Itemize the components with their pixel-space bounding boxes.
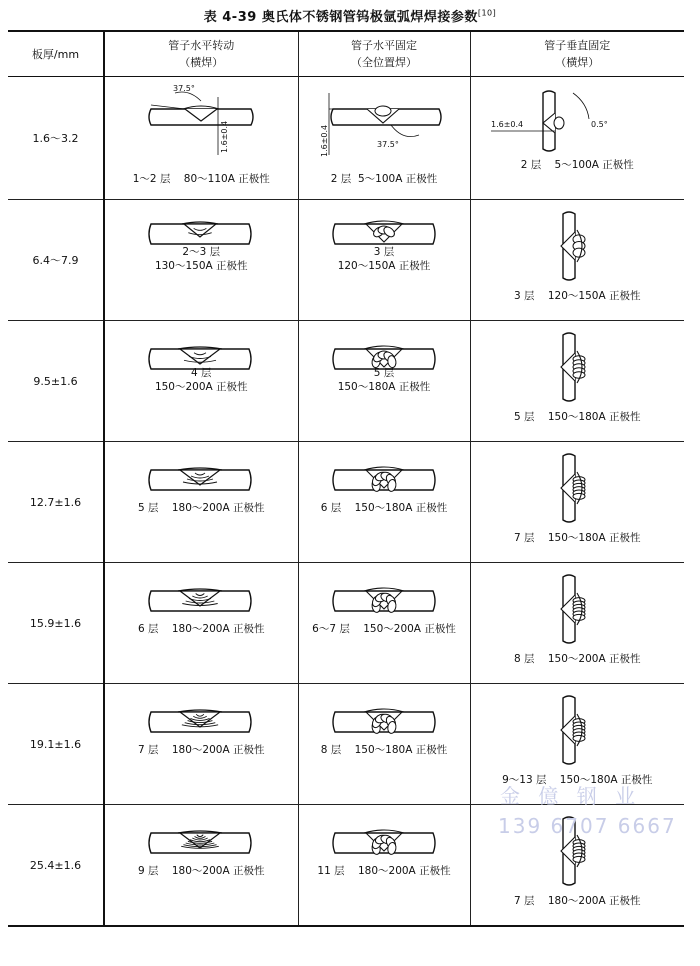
horizontal-fixed-cell bbox=[298, 563, 470, 684]
param-text: 3 层 120～150A 正极性 bbox=[514, 290, 641, 302]
horizontal-fixed-cell bbox=[298, 321, 470, 442]
fixed-pipe-weld-diagram bbox=[329, 583, 439, 621]
horizontal-rotating-cell bbox=[104, 200, 298, 321]
fixed-pipe-weld-diagram bbox=[329, 462, 439, 500]
param-text: 130～150A 正极性 bbox=[154, 260, 248, 272]
horizontal-rotating-cell bbox=[104, 684, 298, 805]
horizontal-rotating-cell bbox=[104, 805, 298, 927]
horizontal-rotating-cell bbox=[104, 563, 298, 684]
param-text: 7 层 180～200A 正极性 bbox=[138, 744, 265, 756]
param-text: 150～180A 正极性 bbox=[337, 381, 431, 393]
horizontal-pipe-weld-diagram bbox=[145, 827, 255, 863]
root-pass-diagram bbox=[145, 85, 265, 155]
thickness-cell: 6.4～7.9 bbox=[8, 200, 104, 321]
param-text: 1～2 层 80～110A 正极性 bbox=[132, 173, 270, 185]
param-text: 120～150A 正极性 bbox=[337, 260, 431, 272]
horizontal-rotating-cell bbox=[104, 442, 298, 563]
watermark-company: 金 億 钢 业 bbox=[500, 784, 642, 808]
table-title: 表 4-39 奥氏体不锈钢管钨极氩弧焊焊接参数[10] bbox=[203, 8, 497, 25]
dimension-label: 37.5° bbox=[173, 85, 195, 93]
thickness-cell: 1.6～3.2 bbox=[8, 77, 104, 200]
param-text: 7 层 150～180A 正极性 bbox=[514, 532, 641, 544]
vertical-pipe-weld-diagram bbox=[553, 452, 603, 524]
dimension-label: 1.6±0.4 bbox=[319, 124, 329, 157]
header-row bbox=[8, 31, 684, 77]
header-thickness: 板厚/mm bbox=[8, 31, 104, 77]
dimension-label: 0.5° bbox=[590, 120, 608, 129]
vertical-fixed-cell bbox=[470, 200, 684, 321]
param-text: 8 层 150～180A 正极性 bbox=[320, 744, 448, 756]
layer-count: 4 层 bbox=[190, 367, 212, 379]
horizontal-fixed-cell bbox=[298, 77, 470, 200]
vertical-pipe-weld-diagram bbox=[553, 210, 603, 282]
table-row bbox=[8, 321, 684, 442]
vertical-pipe-weld-diagram bbox=[553, 694, 603, 766]
dimension-label: 1.6±0.4 bbox=[220, 120, 229, 153]
header-col1: 管子水平转动 （横焊） bbox=[104, 31, 298, 77]
watermark-phone: 139 6707 6667 bbox=[498, 814, 677, 838]
thickness-cell: 9.5±1.6 bbox=[8, 321, 104, 442]
vertical-pipe-weld-diagram bbox=[553, 331, 603, 403]
vertical-fixed-cell bbox=[470, 321, 684, 442]
param-text: 150～200A 正极性 bbox=[154, 381, 248, 393]
vertical-fixed-cell bbox=[470, 77, 684, 200]
table-row bbox=[8, 200, 684, 321]
param-text: 8 层 150～200A 正极性 bbox=[514, 653, 641, 665]
thickness-cell: 25.4±1.6 bbox=[8, 805, 104, 927]
fixed-pipe-weld-diagram bbox=[329, 825, 439, 863]
table-row bbox=[8, 77, 684, 200]
thickness-cell: 19.1±1.6 bbox=[8, 684, 104, 805]
root-pass-fixed-diagram bbox=[319, 85, 449, 165]
horizontal-rotating-cell bbox=[104, 321, 298, 442]
table-row bbox=[8, 563, 684, 684]
vertical-fixed-cell bbox=[470, 442, 684, 563]
param-text: 9 层 180～200A 正极性 bbox=[138, 865, 265, 877]
horizontal-fixed-cell bbox=[298, 805, 470, 927]
vertical-fixed-cell bbox=[470, 563, 684, 684]
vertical-pipe-weld-diagram bbox=[553, 573, 603, 645]
param-text: 9～13 层 150～180A 正极性 bbox=[502, 774, 653, 786]
vertical-root-diagram bbox=[491, 87, 621, 157]
horizontal-fixed-cell bbox=[298, 200, 470, 321]
horizontal-pipe-weld-diagram bbox=[145, 706, 255, 742]
header-col2: 管子水平固定 （全位置焊） bbox=[298, 31, 470, 77]
param-text: 6 层 150～180A 正极性 bbox=[320, 502, 448, 514]
param-text: 7 层 180～200A 正极性 bbox=[514, 895, 641, 907]
horizontal-fixed-cell bbox=[298, 442, 470, 563]
title-ref: [10] bbox=[477, 8, 497, 18]
horizontal-pipe-weld-diagram bbox=[145, 464, 255, 500]
horizontal-fixed-cell bbox=[298, 684, 470, 805]
table-row bbox=[8, 442, 684, 563]
fixed-pipe-weld-diagram bbox=[329, 704, 439, 742]
param-text: 2 层 5～100A 正极性 bbox=[330, 173, 438, 185]
param-text: 2 层 5～100A 正极性 bbox=[520, 159, 634, 171]
layer-count: 3 层 bbox=[373, 246, 395, 258]
param-text: 6～7 层 150～200A 正极性 bbox=[312, 623, 456, 635]
param-text: 11 层 180～200A 正极性 bbox=[317, 865, 451, 877]
layer-count: 5 层 bbox=[373, 367, 395, 379]
dimension-label: 37.5° bbox=[376, 140, 399, 149]
horizontal-rotating-cell bbox=[104, 77, 298, 200]
param-text: 5 层 180～200A 正极性 bbox=[138, 502, 265, 514]
header-col3: 管子垂直固定 （横焊） bbox=[470, 31, 684, 77]
thickness-cell: 12.7±1.6 bbox=[8, 442, 104, 563]
param-text: 6 层 180～200A 正极性 bbox=[138, 623, 265, 635]
param-text: 5 层 150～180A 正极性 bbox=[514, 411, 641, 423]
horizontal-pipe-weld-diagram bbox=[145, 585, 255, 621]
dimension-label: 1.6±0.4 bbox=[490, 120, 523, 129]
thickness-cell: 15.9±1.6 bbox=[8, 563, 104, 684]
layer-count: 2～3 层 bbox=[182, 246, 221, 258]
